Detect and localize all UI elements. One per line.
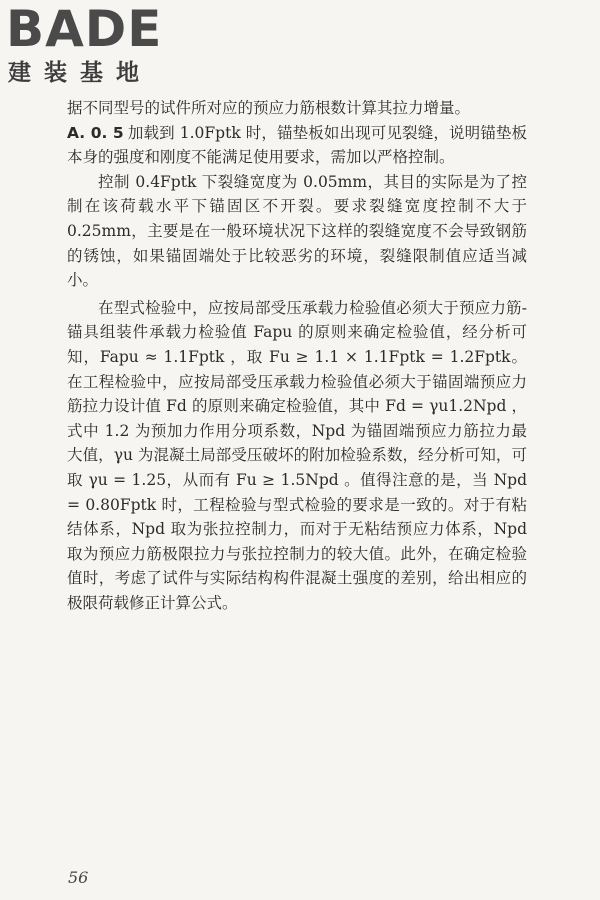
paragraph-continued: 据不同型号的试件所对应的预应力筋根数计算其拉力增量。 — [67, 99, 471, 117]
bade-logo — [6, 0, 181, 90]
clause-text: 加载到 1.0Fptk 时，锚垫板如出现可见裂缝，说明锚垫板本身的强度和刚度不能满足使用要求，需加以严格控制。 — [67, 123, 527, 167]
paragraph-inspection-value: 在型式检验中，应按局部受压承载力检验值必须大于预应力筋-锚具组装件承载力检验值 Fapu 的原则来确定检验值，经分析可知，Fapu ≈ 1.1Fptk ，取 Fu ≥ 1.1 × 1.1Fptk = 1.2Fptk。在工程检验中，应按局部受压承载力检验值必须大于锚固端预应力筋拉力设计值 Fd 的原则来确定检验值，其中 Fd = γu1.2Npd ，式中 1.2 为预加力作用分项系数，Npd 为锚固端预应力筋拉力最大值，γu 为混凝土局部受压破坏的附加检验系数，经分析可知，可取 γu = 1.25，从而有 Fu ≥ 1.5Npd 。值得注意的是，当 Npd = 0.80Fptk 时，工程检验与型式检验的要求是一致的。对于有粘结体系，Npd 取为张拉控制力，而对于无粘结预应力体系，Npd 取为预应力筋极限拉力与张拉控制力的较大值。此外，在确定检验值时，考虑了试件与实际结构构件混凝土强度的差别，给出相应的极限荷载修正计算公式。 — [67, 298, 527, 612]
clause-number: A. 0. 5 — [67, 123, 124, 142]
logo-wordmark: BADE — [6, 0, 163, 58]
clause-a05 — [67, 121, 527, 170]
paragraph-crack-width: 控制 0.4Fptk 下裂缝宽度为 0.05mm，其目的实际是为了控制在该荷载水平下锚固区不开裂。要求裂缝宽度控制不大于 0.25mm，主要是在一般环境状况下这样的裂缝宽度不会导致钢筋的锈蚀，如果锚固端处于比较恶劣的环境，裂缝限制值应适当减小。 — [67, 172, 527, 290]
body-text — [67, 96, 527, 615]
logo-subtitle: 建装基地 — [8, 60, 152, 86]
page-number: 56 — [68, 868, 89, 887]
